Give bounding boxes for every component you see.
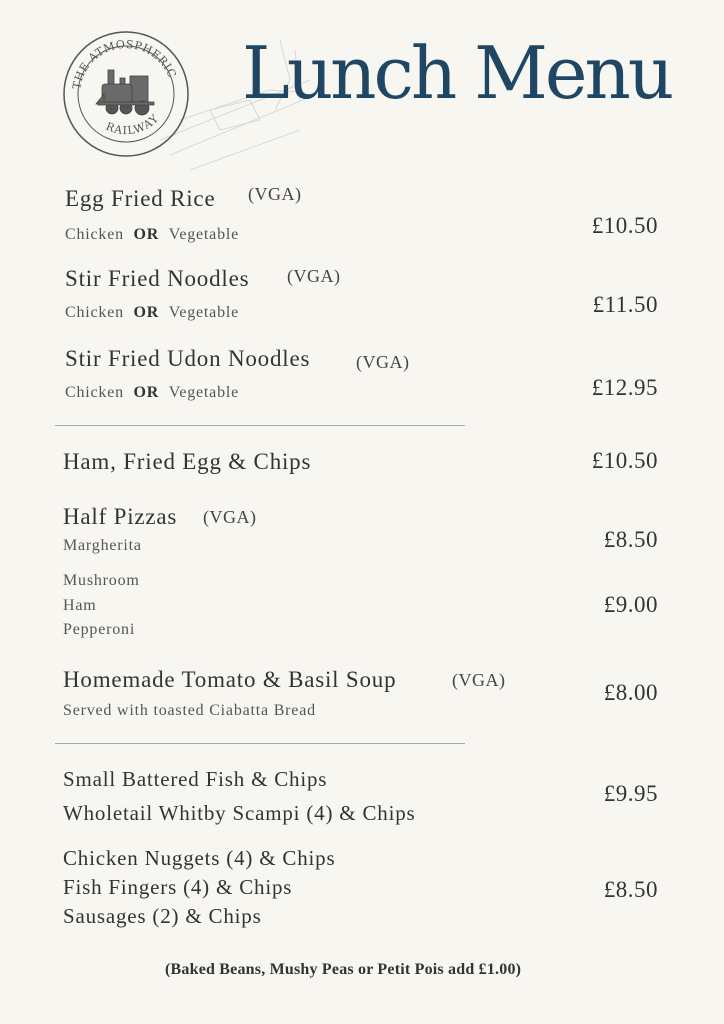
or-text: OR [133, 384, 160, 401]
dish-name: Egg Fried Rice [65, 186, 216, 211]
dish-description: Served with toasted Ciabatta Bread [63, 702, 316, 719]
sides-note: (Baked Beans, Mushy Peas or Petit Pois add £1.00) [165, 961, 522, 978]
dish-options [65, 384, 239, 402]
dish-price: £10.50 [591, 448, 658, 473]
dish-price: £9.00 [603, 592, 658, 617]
or-text: OR [133, 226, 160, 243]
section-divider [55, 425, 465, 426]
dish-name: Half Pizzas [63, 504, 178, 529]
dish-tag: (VGA) [287, 266, 341, 286]
dish-name: Sausages (2) & Chips [63, 904, 262, 928]
dish-price: £8.50 [603, 877, 658, 902]
option-text: Vegetable [168, 226, 240, 243]
option-text: Chicken [65, 384, 124, 401]
dish-options [65, 226, 239, 244]
option-text: Vegetable [168, 384, 240, 401]
logo-text-top: THE ATMOSPHERIC [70, 37, 179, 91]
pizza-margherita: Margherita [63, 537, 142, 554]
dish-price: £11.50 [592, 292, 658, 317]
dish-price: £8.00 [603, 680, 658, 705]
option-text: Chicken [65, 304, 124, 321]
dish-name: Homemade Tomato & Basil Soup [63, 667, 397, 692]
dish-name: Fish Fingers (4) & Chips [63, 875, 293, 899]
page-title: Lunch Menu [242, 31, 672, 115]
pizza-option: Ham [63, 597, 97, 614]
logo-text-bottom: RAILWAY [103, 111, 162, 138]
option-text: Chicken [65, 226, 124, 243]
pizza-option: Mushroom [63, 572, 140, 589]
dish-name: Small Battered Fish & Chips [63, 767, 328, 791]
section-divider [55, 743, 465, 744]
dish-name: Ham, Fried Egg & Chips [63, 449, 312, 474]
dish-tag: (VGA) [248, 184, 302, 204]
dish-tag: (VGA) [356, 352, 410, 372]
dish-name: Stir Fried Udon Noodles [65, 346, 311, 371]
dish-price: £12.95 [591, 375, 658, 400]
dish-tag: (VGA) [203, 507, 257, 527]
dish-tag: (VGA) [452, 670, 506, 690]
option-text: Vegetable [168, 304, 240, 321]
dish-name: Wholetail Whitby Scampi (4) & Chips [63, 801, 416, 825]
dish-name: Chicken Nuggets (4) & Chips [63, 846, 336, 870]
or-text: OR [133, 304, 160, 321]
dish-options [65, 304, 239, 322]
dish-name: Stir Fried Noodles [65, 266, 250, 291]
dish-price: £10.50 [591, 213, 658, 238]
railway-logo [60, 28, 192, 160]
dish-price: £8.50 [603, 527, 658, 552]
dish-price: £9.95 [603, 781, 658, 806]
pizza-option: Pepperoni [63, 621, 136, 638]
